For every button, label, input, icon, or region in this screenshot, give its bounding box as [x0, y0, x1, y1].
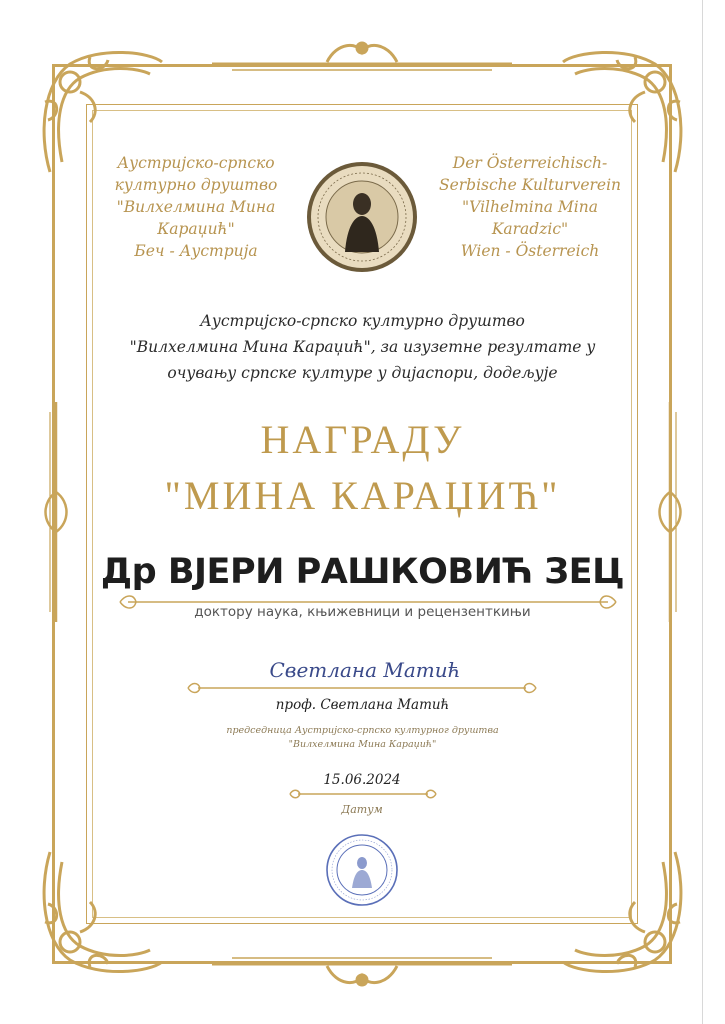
- date-value: 15.06.2024: [323, 772, 401, 788]
- award-title: [100, 412, 625, 524]
- date-line: [288, 786, 438, 802]
- header-left-line: Беч - Аустрија: [134, 242, 258, 260]
- intro-line: очувању српске културе у дијаспори, додељује: [167, 364, 558, 382]
- recipient-description: доктору наука, књижевници и рецензенткињи: [194, 604, 531, 620]
- top-ornament: [212, 38, 512, 78]
- header-left-line: Аустријско-српско: [117, 154, 275, 172]
- official-stamp-icon: [324, 832, 400, 908]
- intro-line: "Вилхелмина Мина Караџић", за изузетне резултате у: [129, 338, 596, 356]
- corner-ornament-bottom-left: [30, 832, 180, 982]
- society-seal-icon: [305, 160, 419, 274]
- signer-role: [200, 724, 525, 752]
- intro-line: Аустријско-српско културно друштво: [200, 312, 525, 330]
- header-serbian-block: [96, 152, 296, 262]
- signer-name: проф. Светлана Матић: [275, 697, 450, 713]
- date-label: Датум: [341, 803, 383, 816]
- bottom-ornament: [212, 950, 512, 990]
- left-side-ornament: [36, 402, 76, 622]
- header-right-line: Wien - Österreich: [460, 242, 600, 260]
- signature-line: [186, 678, 538, 698]
- signer-role-line: "Вилхелмина Мина Караџић": [288, 739, 437, 750]
- intro-text: [110, 308, 615, 386]
- header-left-line: "Вилхелмина Мина: [116, 198, 276, 216]
- header-right-line: "Vilhelmina Mina: [462, 198, 598, 216]
- signer-role-line: председница Аустријско-српско културног друштва: [226, 725, 499, 736]
- header-left-line: културно друштво: [114, 176, 278, 194]
- page-edge-line: [702, 0, 703, 1024]
- award-title-line1: НАГРАДУ: [260, 417, 465, 462]
- recipient-name: Др ВЈЕРИ РАШКОВИЋ ЗЕЦ: [100, 552, 625, 592]
- header-right-line: Serbische Kulturverein: [438, 176, 622, 194]
- award-title-line2: "МИНА КАРАЏИЋ": [164, 473, 561, 518]
- header-right-line: Der Österreichisch-: [452, 154, 608, 172]
- header-left-line: Караџић": [157, 220, 235, 238]
- header-german-block: [430, 152, 630, 262]
- right-side-ornament: [650, 402, 690, 622]
- handwritten-signature: Светлана Матић: [269, 658, 461, 682]
- header-right-line: Karadzic": [491, 220, 569, 238]
- corner-ornament-bottom-right: [545, 832, 695, 982]
